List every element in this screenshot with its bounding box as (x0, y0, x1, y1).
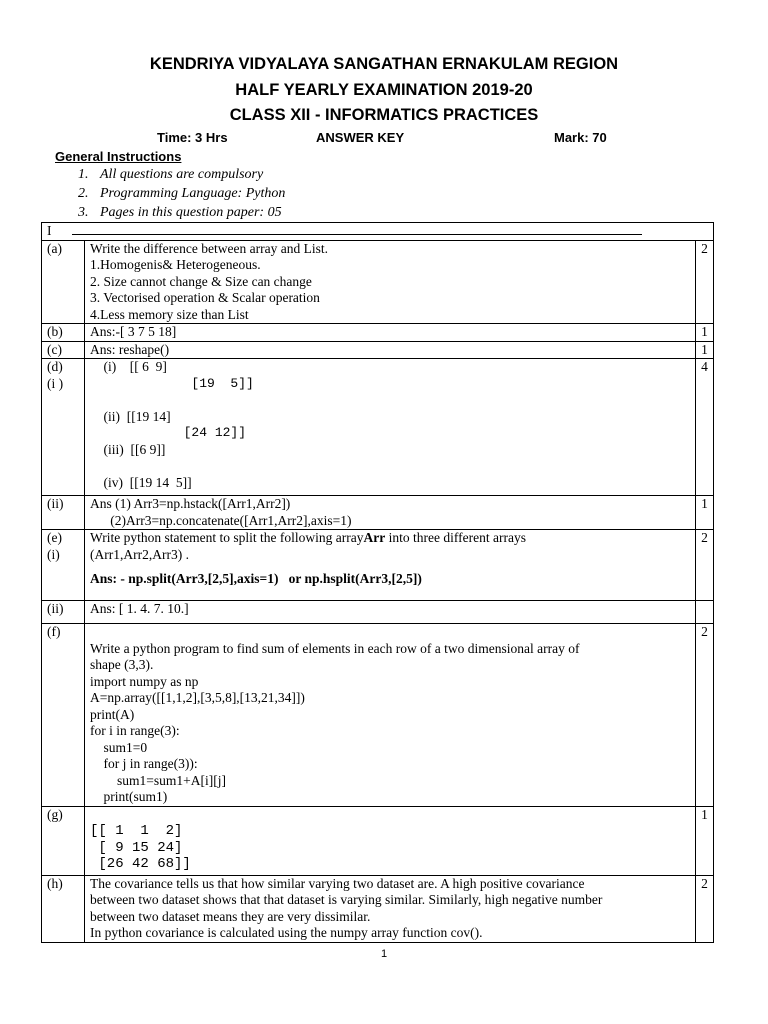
q-mark: 4 (696, 359, 714, 496)
table-row (42, 496, 714, 530)
header-region: KENDRIYA VIDYALAYA SANGATHAN ERNAKULAM REGION (149, 55, 619, 73)
section-underline (72, 224, 642, 235)
q-mark: 1 (696, 341, 714, 359)
q-mark: 1 (696, 806, 714, 875)
header-exam: HALF YEARLY EXAMINATION 2019-20 (235, 81, 533, 99)
section-label: I (47, 223, 52, 238)
table-row (42, 530, 714, 601)
time-label: Time: 3 Hrs (157, 130, 228, 145)
q-mark: 1 (696, 324, 714, 342)
table-row (42, 624, 714, 807)
q-label: (f) (42, 624, 85, 807)
page-number: 1 (380, 948, 388, 960)
table-row (42, 601, 714, 624)
q-body: Write a python program to find sum of elements in each row of a two dimensional array of shape (3,3). import numpy as np A=np.array([[1,1,2],[3,5,8],[13,21,34]]) print(A) for i in range(3): sum1=0 for j in range(3)): sum1=sum1+A[i][j] print(sum1) (85, 624, 696, 807)
instruction-item: 1. All questions are compulsory (78, 167, 264, 182)
q-label: (e) (i) (42, 530, 85, 601)
q-body: Ans (1) Arr3=np.hstack([Arr1,Arr2]) (2)Arr3=np.concatenate([Arr1,Arr2],axis=1) (85, 496, 696, 530)
q-body: Ans: [ 1. 4. 7. 10.] (85, 601, 696, 624)
answer-table (41, 222, 714, 943)
instruction-item: 2. Programming Language: Python (78, 186, 286, 201)
q-body: The covariance tells us that how similar varying two dataset are. A high positive covariance between two dataset shows that that dataset is varying similar. Similarly, high negative number between two dataset means they are very dissimilar. In python covariance is calculated using the numpy array function cov(). (85, 875, 696, 942)
q-mark: 2 (696, 240, 714, 324)
q-body: (i) [[ 6 9] [19 5]] (ii) [[19 14] [24 12]] (iii) [[6 9]] (iv) [[19 14 5]] (85, 359, 696, 496)
table-row (42, 806, 714, 875)
q-label: (d) (i ) (42, 359, 85, 496)
q-label: (b) (42, 324, 85, 342)
instruction-item: 3. Pages in this question paper: 05 (78, 205, 282, 220)
q-mark: 1 (696, 496, 714, 530)
q-label: (c) (42, 341, 85, 359)
table-row (42, 359, 714, 496)
table-row (42, 324, 714, 342)
q-label: (ii) (42, 601, 85, 624)
q-body: [[ 1 1 2] [ 9 15 24] [26 42 68]] (85, 806, 696, 875)
q-label: (g) (42, 806, 85, 875)
mark-label: Mark: 70 (554, 130, 607, 145)
q-label: (a) (42, 240, 85, 324)
q-label: (h) (42, 875, 85, 942)
q-mark: 2 (696, 624, 714, 807)
table-row (42, 240, 714, 324)
q-body: Write the difference between array and List. 1.Homogenis& Heterogeneous. 2. Size cannot change & Size can change 3. Vectorised operation & Scalar operation 4.Less memory size than List (85, 240, 696, 324)
q-body: Ans: reshape() (85, 341, 696, 359)
q-body: Ans:-[ 3 7 5 18] (85, 324, 696, 342)
q-label: (ii) (42, 496, 85, 530)
table-row (42, 341, 714, 359)
instructions-title: General Instructions (55, 149, 182, 164)
q-mark (696, 601, 714, 624)
table-row (42, 875, 714, 942)
q-body: Write python statement to split the following arrayArr into three different arrays (Arr1,Arr2,Arr3) . Ans: - np.split(Arr3,[2,5],axis=1) or np.hsplit(Arr3,[2,5]) (85, 530, 696, 601)
q-mark: 2 (696, 875, 714, 942)
table-row (42, 223, 714, 241)
q-mark: 2 (696, 530, 714, 601)
header-class: CLASS XII - INFORMATICS PRACTICES (229, 106, 539, 124)
answer-key-label: ANSWER KEY (316, 130, 405, 145)
